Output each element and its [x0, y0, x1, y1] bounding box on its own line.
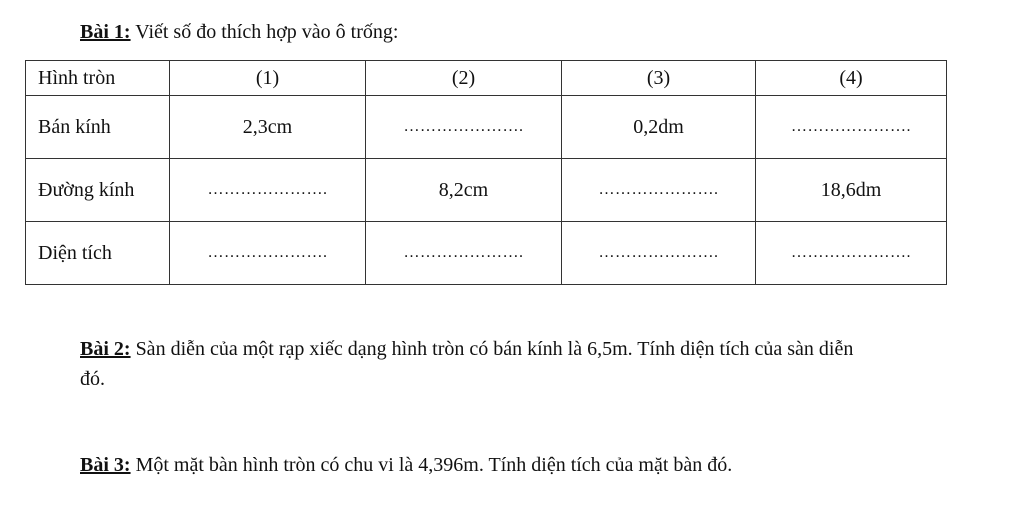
- area-cell-3-blank[interactable]: ………………….: [562, 222, 756, 285]
- exercise-2-text: Sàn diễn của một rạp xiếc dạng hình tròn có bán kính là 6,5m. Tính diện tích của sàn diễn đó.: [80, 338, 854, 390]
- header-cell-2: (2): [366, 61, 562, 96]
- diameter-cell-4: 18,6dm: [756, 159, 947, 222]
- diameter-cell-3-blank[interactable]: ………………….: [562, 159, 756, 222]
- radius-cell-1: 2,3cm: [170, 96, 366, 159]
- header-cell-1: (1): [170, 61, 366, 96]
- row-label-diameter: Đường kính: [26, 159, 170, 222]
- header-cell-3: (3): [562, 61, 756, 96]
- exercise-1-text: Viết số đo thích hợp vào ô trống:: [130, 21, 399, 43]
- table-header-row: [26, 61, 947, 96]
- exercise-2-paragraph: [80, 334, 880, 394]
- area-cell-2-blank[interactable]: ………………….: [366, 222, 562, 285]
- table-row-radius: [26, 96, 947, 159]
- area-cell-1-blank[interactable]: ………………….: [170, 222, 366, 285]
- exercise-1-heading: [80, 20, 398, 44]
- exercise-3-paragraph: [80, 450, 732, 480]
- radius-cell-4-blank[interactable]: ………………….: [756, 96, 947, 159]
- row-label-area: Diện tích: [26, 222, 170, 285]
- row-label-radius: Bán kính: [26, 96, 170, 159]
- diameter-cell-2: 8,2cm: [366, 159, 562, 222]
- exercise-2-label: Bài 2:: [80, 338, 131, 360]
- header-cell-circle: Hình tròn: [26, 61, 170, 96]
- radius-cell-3: 0,2dm: [562, 96, 756, 159]
- exercise-3-label: Bài 3:: [80, 454, 131, 476]
- table-row-area: [26, 222, 947, 285]
- exercise-1-label: Bài 1:: [80, 21, 131, 43]
- diameter-cell-1-blank[interactable]: ………………….: [170, 159, 366, 222]
- exercise-3-text: Một mặt bàn hình tròn có chu vi là 4,396m. Tính diện tích của mặt bàn đó.: [130, 454, 733, 476]
- header-cell-4: (4): [756, 61, 947, 96]
- circle-measurements-table: [25, 60, 947, 285]
- area-cell-4-blank[interactable]: ………………….: [756, 222, 947, 285]
- table-row-diameter: [26, 159, 947, 222]
- radius-cell-2-blank[interactable]: ………………….: [366, 96, 562, 159]
